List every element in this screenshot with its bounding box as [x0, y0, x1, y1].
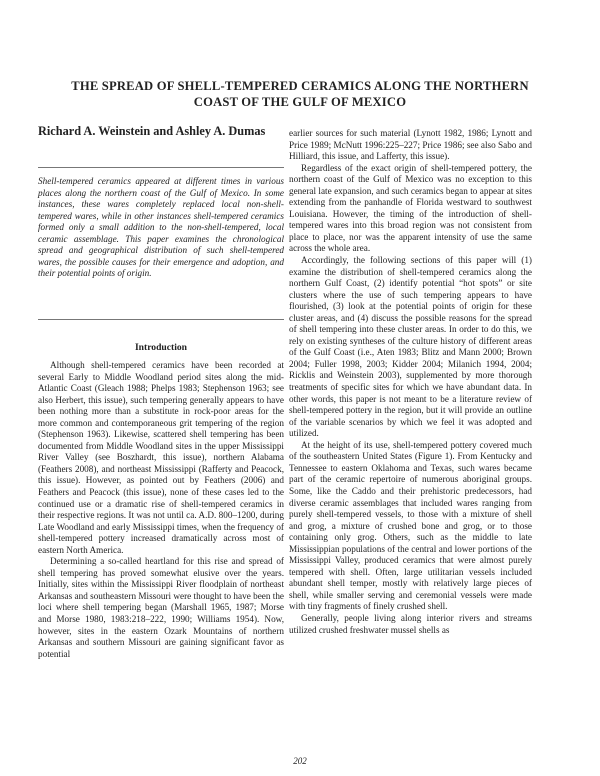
article-title: THE SPREAD OF SHELL-TEMPERED CERAMICS ALONG THE NORTHERN COAST OF THE GULF OF MEXICO [71, 79, 529, 109]
abstract: Shell-tempered ceramics appeared at different times in various places along the northern coast of the Gulf of Mexico. In some instances, these wares completely replaced local non-shell-tempered wares, while in other instances shell-tempered ceramics formed only a small addition to the non-shell-tempered, local ceramic assemblage. This paper examines the chronological spread and geographical distribution of such shell-tempered wares, the possible causes for their emergence and adoption, and their potential points of origin. [38, 176, 284, 279]
body-paragraph-continued: earlier sources for such material (Lynott 1982, 1986; Lynott and Price 1989; McNutt 1996:225–227; Price 1986; see also Sabo and Hilliard, this issue, and Lafferty, this issue). [289, 128, 532, 162]
body-paragraph: At the height of its use, shell-tempered pottery covered much of the southeastern United States (Figure 1). From Kentucky and Tennessee to eastern Oklahoma and Texas, such wares became part of the ceramic repertoire of numerous aboriginal groups. Some, like the Caddo and their prehistoric predecessors, had diverse ceramic assemblages that included wares ranging from purely shell-tempered vessels, to those with a mixture of shell and grog, a mixture of crushed bone and grog, or to those containing only grog. Others, such as the middle to late Mississippian populations of the central and lower portions of the Mississippi Valley, produced ceramics that were almost purely tempered with shell. Often, large utilitarian vessels included abundant shell temper, mostly with relatively large pieces of shell, while smaller serving and ceremonial vessels were made with tiny fragments of finely crushed shell. [289, 439, 532, 612]
body-paragraph: Regardless of the exact origin of shell-tempered pottery, the northern coast of the Gulf of Mexico was no exception to this general late expansion, and such ceramics began to appear at sites extending from the panhandle of Florida westward to southwest Louisiana. However, the timing of the introduction of shell-tempered wares into this broad region was not consistent from place to place, nor was the apparent intensity of use the same across the whole area. [289, 162, 532, 254]
abstract-bottom-rule [38, 319, 284, 320]
body-paragraph: Generally, people living along interior rivers and streams utilized crushed freshwater mussel shells as [289, 612, 532, 635]
right-column [289, 128, 532, 636]
abstract-top-rule [38, 167, 284, 168]
page-number: 202 [293, 756, 307, 766]
section-heading-introduction: Introduction [134, 342, 188, 353]
author-line: Richard A. Weinstein and Ashley A. Dumas [38, 124, 266, 138]
body-paragraph: Accordingly, the following sections of this paper will (1) examine the distribution of shell-tempered ceramics along the northern Gulf Coast, (2) identify potential “hot spots” or site clusters where the use of such tempering appears to have flourished, (3) look at the potential points of origin for these cluster areas, and (4) discuss the possible reasons for the spread of shell tempering into these cluster areas. In order to do this, we rely on existing syntheses of the culture history of different areas of the Gulf Coast (i.e., Aten 1983; Blitz and Mann 2000; Brown 2004; Fuller 1998, 2003; Kidder 2004; Milanich 1994, 2004; Ricklis and Weinstein 2003), supplemented by more thorough treatments of specific sites for which we have abundant data. In other words, this paper is not meant to be a literature review of shell-tempered pottery in the region, but it will provide an outline of the variable scenarios by which we feel it was adopted and utilized. [289, 255, 532, 439]
body-paragraph: Although shell-tempered ceramics have been recorded at several Early to Middle Woodland period sites along the mid-Atlantic Coast (Gleach 1988; Phelps 1983; Stephenson 1963; see also Herbert, this issue), such tempering generally appears to have been nothing more than a substitute in rock-poor areas for the more common and contemporaneous grit tempering of the region (Stephenson 1963). Likewise, scattered shell tempering has been documented from Middle Woodland sites in the upper Mississippi River Valley (see Boszhardt, this issue), northern Alabama (Feathers 2008), and northeast Mississippi (Rafferty and Peacock, this issue). However, as pointed out by Feathers (2006) and Feathers and Peacock (this issue), none of these cases led to the continued use or a dramatic rise of shell-tempered ceramics in their respective regions. It was not until ca. A.D. 800–1200, during Late Woodland and early Mississippi times, when the frequency of shell-tempered pottery increased dramatically across most of eastern North America. [38, 360, 284, 555]
body-paragraph: Determining a so-called heartland for this rise and spread of shell tempering has proved somewhat elusive over the years. Initially, sites within the Mississippi River floodplain of northeast Arkansas and southeastern Missouri were thought to have been the loci where shell tempering began (Marshall 1965, 1987; Morse and Morse 1980, 1983:218–222, 1990; Williams 1954). Now, however, sites in the eastern Ozark Mountains of northern Arkansas and southern Missouri are gaining significant favor as potential [38, 556, 284, 659]
left-column [38, 360, 284, 660]
